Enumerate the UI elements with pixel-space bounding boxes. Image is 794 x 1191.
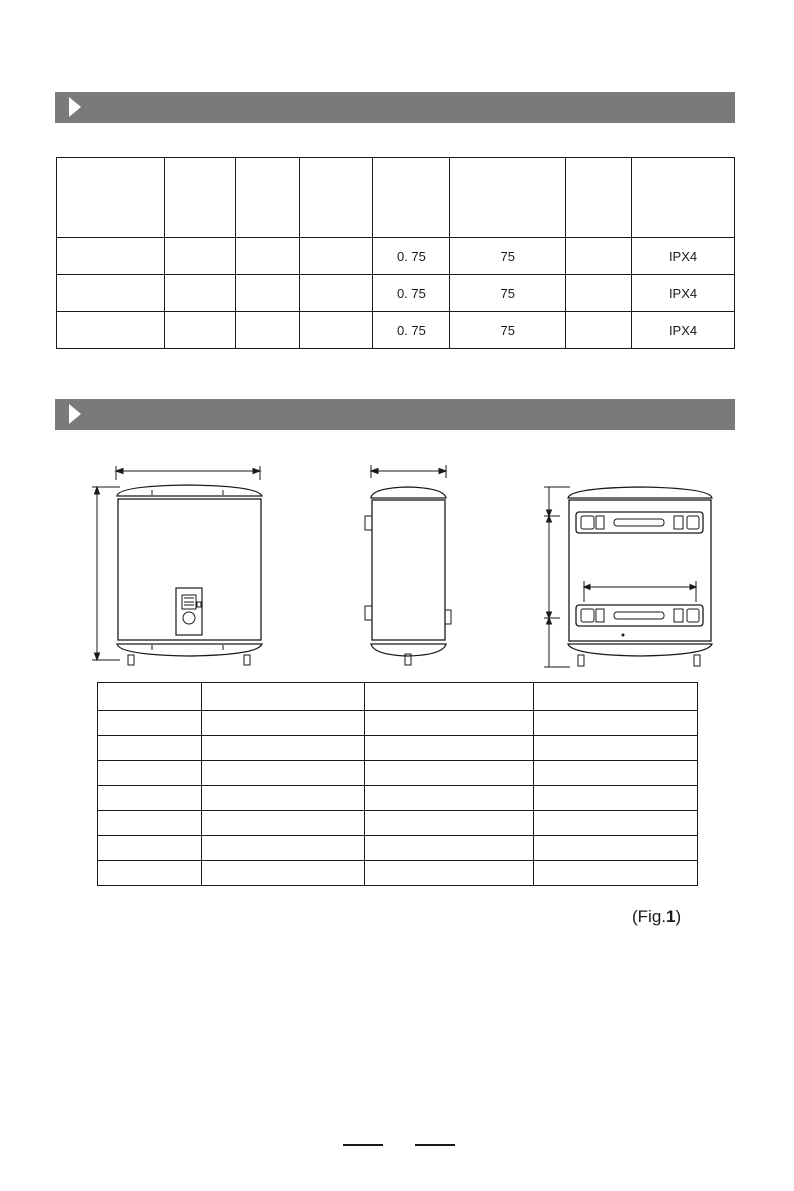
table-row <box>98 861 698 886</box>
table-cell <box>235 312 299 349</box>
specification-table <box>56 157 735 349</box>
table-cell <box>235 238 299 275</box>
table-cell <box>164 312 235 349</box>
side-view-drawing <box>365 465 451 665</box>
table-row <box>98 736 698 761</box>
table-cell <box>566 312 632 349</box>
table-row <box>98 786 698 811</box>
page-number-line <box>343 1144 383 1146</box>
table-cell: 0. 75 <box>373 275 450 312</box>
chevron-right-icon <box>69 404 81 424</box>
header-cell <box>235 158 299 238</box>
table-cell: 75 <box>450 312 566 349</box>
table-header-row <box>57 158 735 238</box>
section-header-specifications <box>55 92 735 123</box>
table-cell: IPX4 <box>632 275 735 312</box>
table-cell <box>57 238 165 275</box>
table-cell: 75 <box>450 238 566 275</box>
table-cell <box>299 238 373 275</box>
header-cell <box>164 158 235 238</box>
table-cell <box>299 275 373 312</box>
table-cell <box>235 275 299 312</box>
table-cell <box>57 312 165 349</box>
table-cell <box>57 275 165 312</box>
table-row <box>98 836 698 861</box>
table-row <box>98 761 698 786</box>
table-cell: 75 <box>450 275 566 312</box>
section-header-dimensions <box>55 399 735 430</box>
page-number-line <box>415 1144 455 1146</box>
table-cell <box>299 312 373 349</box>
header-cell <box>632 158 735 238</box>
header-cell <box>299 158 373 238</box>
table-cell: IPX4 <box>632 238 735 275</box>
front-view-drawing <box>92 466 262 665</box>
table-cell <box>566 275 632 312</box>
header-cell <box>450 158 566 238</box>
water-heater-dimension-drawings <box>0 450 794 675</box>
header-cell <box>566 158 632 238</box>
table-row <box>57 238 735 275</box>
chevron-right-icon <box>69 97 81 117</box>
table-cell <box>164 275 235 312</box>
dimensions-table <box>97 682 698 886</box>
table-cell: 0. 75 <box>373 238 450 275</box>
header-cell <box>57 158 165 238</box>
figure-caption: (Fig.1) <box>632 907 682 926</box>
table-cell: IPX4 <box>632 312 735 349</box>
table-row <box>57 275 735 312</box>
table-row <box>57 312 735 349</box>
header-cell <box>373 158 450 238</box>
back-view-drawing <box>544 487 712 667</box>
table-row <box>98 683 698 711</box>
table-cell <box>164 238 235 275</box>
table-row <box>98 711 698 736</box>
table-cell <box>566 238 632 275</box>
table-row <box>98 811 698 836</box>
table-cell: 0. 75 <box>373 312 450 349</box>
